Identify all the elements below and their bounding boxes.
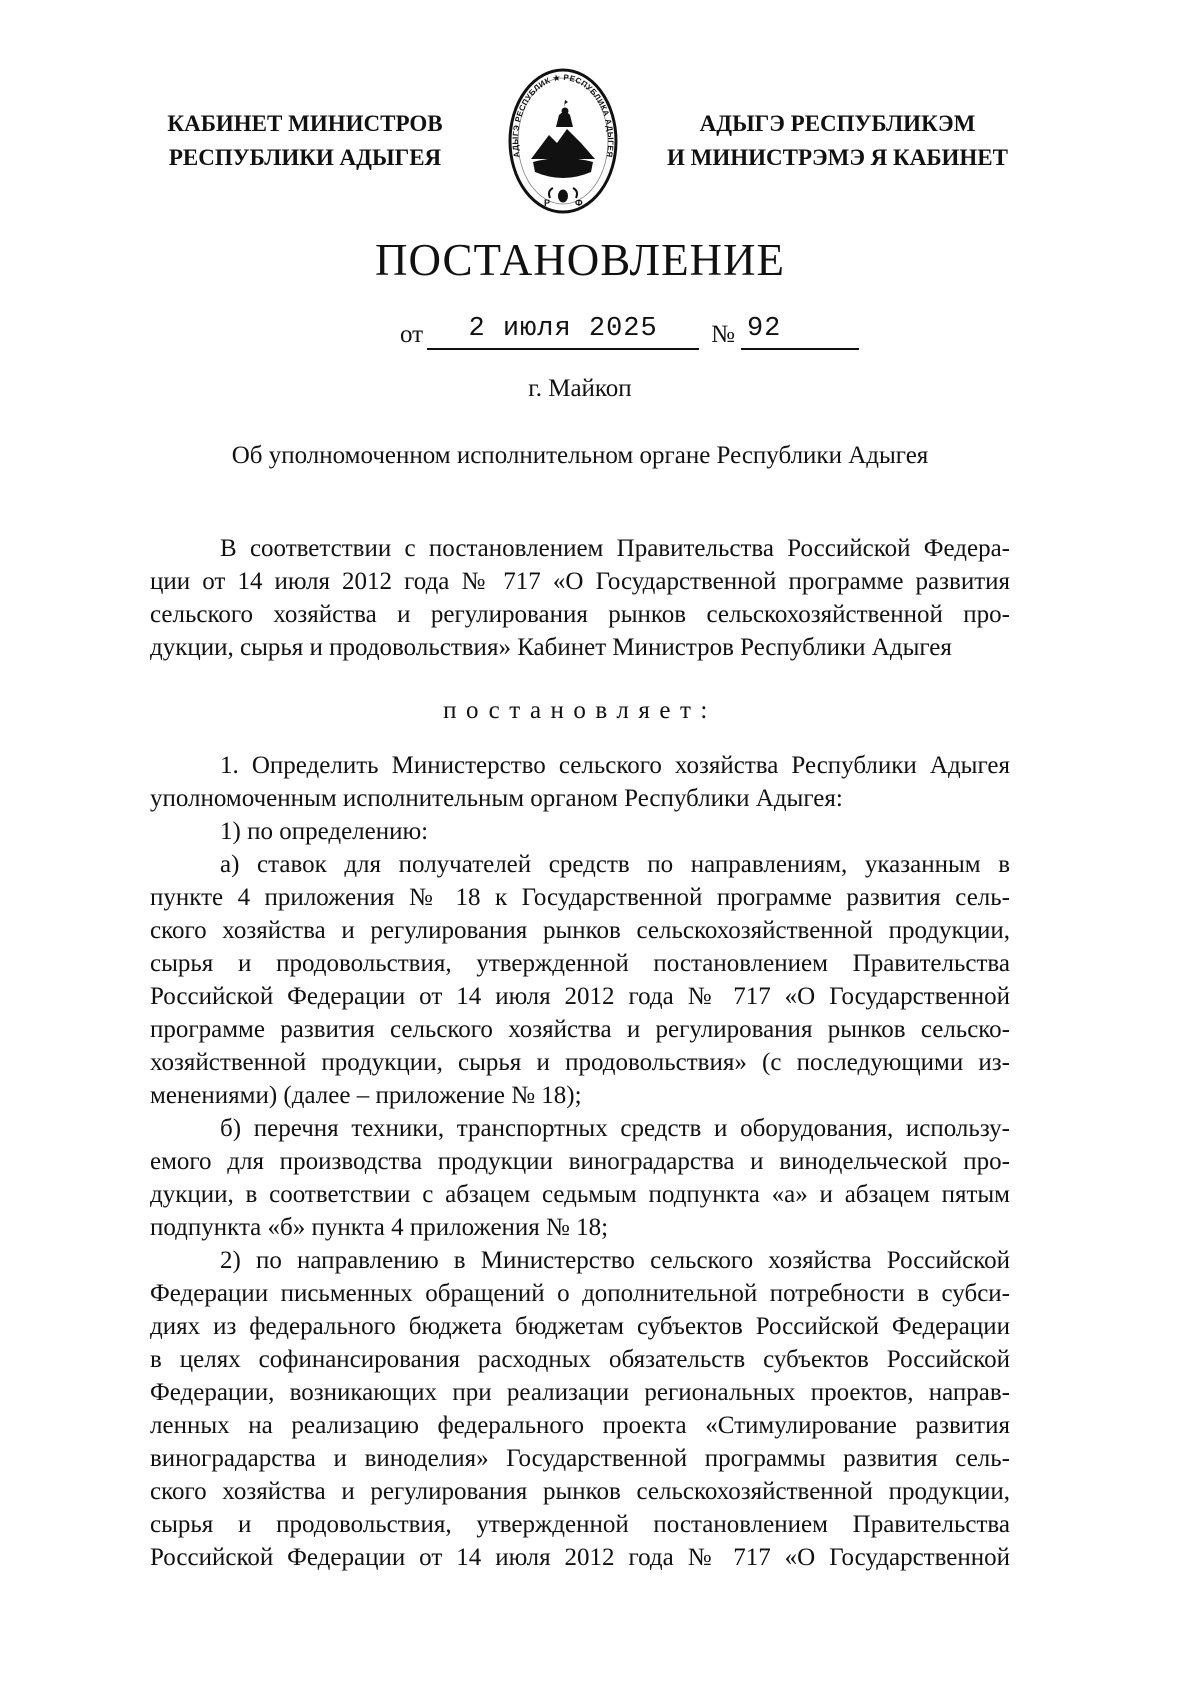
text-line: подпункта «б» пункта 4 приложения № 18;	[150, 1214, 609, 1241]
text-line: 1) по определению:	[220, 818, 429, 845]
text-line: виноградарства и виноделия» Государственной программы развития сель-	[150, 1445, 1010, 1472]
date-label: от	[400, 321, 424, 348]
text-line: а) ставок для получателей средств по направлениям, указанным в	[220, 851, 1010, 878]
text-line: б) перечня техники, транспортных средств и оборудования, использу-	[220, 1115, 1010, 1142]
body-text	[150, 532, 1010, 1574]
text-line: сельского хозяйства и регулирования рынков сельскохозяйственной про-	[150, 601, 1010, 628]
text-line: менениями) (далее – приложение № 18);	[150, 1082, 582, 1109]
decree-verb: постановляет:	[443, 697, 717, 724]
text-line: в целях софинансирования расходных обязательств субъектов Российской	[150, 1346, 1010, 1373]
org-name-left	[150, 107, 460, 175]
text-line: ленных на реализацию федерального проекта «Стимулирование развития	[150, 1412, 1010, 1439]
org-name-right	[665, 107, 1010, 175]
text-line: Федерации письменных обращений о дополнительной потребности в субси-	[150, 1280, 1010, 1307]
paragraph	[150, 532, 1010, 664]
document-title: ПОСТАНОВЛЕНИЕ	[374, 235, 786, 285]
text-line: программе развития сельского хозяйства и регулирования рынков сельско-	[150, 1016, 1010, 1043]
header-row	[150, 66, 1010, 216]
number-blank-underline	[741, 314, 859, 350]
paragraph	[150, 848, 1010, 1112]
text-line: ского хозяйства и регулирования рынков сельскохозяйственной продукции,	[150, 917, 1010, 944]
text-line: 2) по направлению в Министерство сельского хозяйства Российской	[220, 1247, 1010, 1274]
emblem-container	[460, 67, 665, 215]
rider-icon	[556, 100, 573, 127]
subject-line: Об уполномоченном исполнительном органе Республики Адыгея	[231, 442, 929, 469]
emblem-letter-f: Ф	[574, 198, 583, 208]
org-name-left-line1: КАБИНЕТ МИНИСТРОВ	[167, 111, 443, 136]
table-band-icon	[533, 158, 593, 178]
number-value: 92	[746, 314, 782, 344]
text-line: уполномоченным исполнительным органом Республики Адыгея:	[150, 785, 843, 812]
emblem-letter-r: Р	[543, 198, 550, 208]
date-value: 2 июля 2025	[468, 314, 658, 344]
page-content	[150, 66, 1010, 1574]
text-line: пункте 4 приложения № 18 к Государственной программе развития сель-	[150, 884, 1010, 911]
city-line: г. Майкоп	[528, 375, 632, 402]
text-line: В соответствии с постановлением Правительства Российской Федера-	[220, 535, 1010, 562]
text-line: дукции, в соответствии с абзацем седьмым подпункта «а» и абзацем пятым	[150, 1181, 1010, 1208]
text-line: дукции, сырья и продовольствия» Кабинет Министров Республики Адыгея	[150, 634, 952, 661]
paragraph	[150, 815, 1010, 848]
text-line: сырья и продовольствия, утвержденной постановлением Правительства	[150, 950, 1010, 977]
mountain-icon	[531, 129, 595, 159]
text-line: 1. Определить Министерство сельского хозяйства Республики Адыгея	[220, 752, 1010, 779]
paragraph	[150, 749, 1010, 815]
text-line: Федерации, возникающих при реализации региональных проектов, направ-	[150, 1379, 1010, 1406]
text-line: емого для производства продукции виноградарства и винодельческой про-	[150, 1148, 1010, 1175]
bull-head-icon	[549, 188, 577, 203]
date-blank-underline	[427, 314, 699, 350]
text-line: ции от 14 июля 2012 года № 717 «О Государственной программе развития	[150, 568, 1010, 595]
text-line: диях из федерального бюджета бюджетам субъектов Российской Федерации	[150, 1313, 1010, 1340]
text-line: Российской Федерации от 14 июля 2012 года № 717 «О Государственной	[150, 1544, 1010, 1571]
org-name-left-line2: РЕСПУБЛИКИ АДЫГЕЯ	[168, 145, 442, 170]
org-name-right-line2: И МИНИСТРЭМЭ Я КАБИНЕТ	[667, 145, 1008, 170]
text-line: сырья и продовольствия, утвержденной постановлением Правительства	[150, 1511, 1010, 1538]
date-number-row	[150, 302, 1010, 350]
paragraph	[150, 1244, 1010, 1574]
number-label: №	[711, 321, 735, 348]
coat-of-arms-emblem-icon	[507, 67, 619, 215]
paragraph	[150, 1112, 1010, 1244]
text-line: Российской Федерации от 14 июля 2012 года № 717 «О Государственной	[150, 983, 1010, 1010]
org-name-right-line1: АДЫГЭ РЕСПУБЛИКЭМ	[699, 111, 976, 136]
emblem-ring-text: АДЫГЭ РЕСПУБЛИК ★ РЕСПУБЛИКА АДЫГЕЯ	[510, 72, 615, 159]
text-line: хозяйственной продукции, сырья и продовольствия» (с последующими из-	[150, 1049, 1010, 1076]
text-line: ского хозяйства и регулирования рынков сельскохозяйственной продукции,	[150, 1478, 1010, 1505]
